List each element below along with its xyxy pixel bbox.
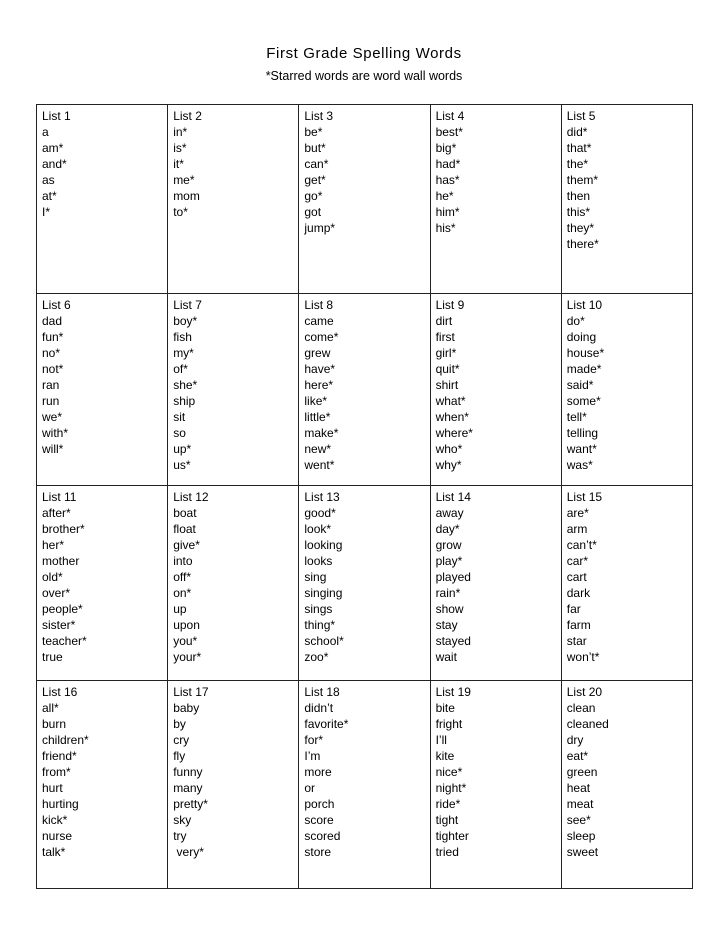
- spelling-list-cell: [299, 294, 430, 486]
- list-title: List 19: [435, 685, 471, 699]
- spelling-word: store: [304, 845, 332, 859]
- spelling-word: see*: [566, 813, 591, 827]
- spelling-word: where*: [435, 426, 473, 440]
- spelling-word: do*: [566, 314, 585, 328]
- spelling-word: mother: [42, 554, 80, 568]
- spelling-word: got: [304, 205, 322, 219]
- spelling-word: be*: [304, 125, 323, 139]
- spelling-word: this*: [566, 205, 591, 219]
- spelling-word: bite: [435, 701, 455, 715]
- spelling-word: made*: [566, 362, 602, 376]
- spelling-word: play*: [435, 554, 463, 568]
- list-title: List 15: [566, 490, 603, 504]
- spelling-list-cell: [561, 105, 692, 294]
- spelling-word: nurse: [42, 829, 73, 843]
- spelling-list-cell: [430, 681, 561, 889]
- spelling-word: teacher*: [42, 634, 87, 648]
- spelling-word: talk*: [42, 845, 66, 859]
- spelling-word: a: [42, 125, 49, 139]
- spelling-word: did*: [566, 125, 588, 139]
- spelling-word: telling: [566, 426, 599, 440]
- list-title: List 4: [435, 109, 465, 123]
- spelling-word: many: [173, 781, 203, 795]
- spelling-word: is*: [173, 141, 187, 155]
- spelling-word: tell*: [566, 410, 587, 424]
- spelling-word: dry: [566, 733, 584, 747]
- spelling-word: I’m: [304, 749, 321, 763]
- spelling-word: had*: [435, 157, 461, 171]
- spelling-word: good*: [304, 506, 336, 520]
- spelling-word: I’ll: [435, 733, 447, 747]
- spelling-word: kite: [435, 749, 455, 763]
- list-title: List 7: [173, 298, 202, 312]
- spelling-word: of*: [173, 362, 188, 376]
- spelling-list-cell: [299, 681, 430, 889]
- spelling-word: thing*: [304, 618, 336, 632]
- spelling-word: and*: [42, 157, 67, 171]
- spelling-word: from*: [42, 765, 71, 779]
- spelling-word: when*: [435, 410, 469, 424]
- spelling-word: float: [173, 522, 196, 536]
- list-title: List 16: [42, 685, 78, 699]
- spelling-word: won’t*: [566, 650, 600, 664]
- spelling-word: children*: [42, 733, 89, 747]
- spelling-word: with*: [42, 426, 69, 440]
- spelling-word: want*: [566, 442, 597, 456]
- spelling-word: have*: [304, 362, 336, 376]
- spelling-word: look*: [304, 522, 332, 536]
- spelling-word: day*: [435, 522, 460, 536]
- spelling-word: boy*: [173, 314, 198, 328]
- table-row: [37, 105, 693, 294]
- spelling-word: tighter: [435, 829, 469, 843]
- spelling-word: ship: [173, 394, 196, 408]
- spelling-list-cell: [430, 486, 561, 681]
- table-row: [37, 486, 693, 681]
- spelling-word: wait: [435, 650, 457, 664]
- spelling-word: far: [566, 602, 581, 616]
- spelling-word: all*: [42, 701, 59, 715]
- spelling-word: give*: [173, 538, 200, 552]
- list-title: List 18: [304, 685, 340, 699]
- spelling-word: pretty*: [173, 797, 208, 811]
- spelling-list-cell: [37, 294, 168, 486]
- list-title: List 9: [435, 298, 465, 312]
- spelling-list-cell: [299, 486, 430, 681]
- spelling-word: as: [42, 173, 55, 187]
- spelling-word: best*: [435, 125, 463, 139]
- spelling-word: over*: [42, 586, 71, 600]
- spelling-word: old*: [42, 570, 63, 584]
- list-title: List 10: [566, 298, 603, 312]
- spelling-word: zoo*: [304, 650, 329, 664]
- spelling-word: into: [173, 554, 193, 568]
- spelling-word: more: [304, 765, 332, 779]
- spelling-word: not*: [42, 362, 64, 376]
- spelling-word: them*: [566, 173, 599, 187]
- spelling-word: favorite*: [304, 717, 349, 731]
- list-title: List 1: [42, 109, 71, 123]
- spelling-word: then: [566, 189, 591, 203]
- spelling-word: rain*: [435, 586, 461, 600]
- spelling-word: to*: [173, 205, 188, 219]
- spelling-list-cell: [168, 681, 299, 889]
- list-title: List 8: [304, 298, 334, 312]
- spelling-word: here*: [304, 378, 334, 392]
- spelling-word: sister*: [42, 618, 76, 632]
- spelling-word: by: [173, 717, 186, 731]
- spelling-list-cell: [299, 105, 430, 294]
- list-title: List 14: [435, 490, 471, 504]
- spelling-word: meat: [566, 797, 594, 811]
- spelling-word: singing: [304, 586, 343, 600]
- spelling-list-cell: [168, 105, 299, 294]
- spelling-word: clean: [566, 701, 596, 715]
- spelling-word: cleaned: [566, 717, 609, 731]
- spelling-word: fish: [173, 330, 192, 344]
- spelling-word: after*: [42, 506, 71, 520]
- spelling-word: like*: [304, 394, 328, 408]
- spelling-word: show: [435, 602, 464, 616]
- spelling-word: go*: [304, 189, 323, 203]
- spelling-word: true: [42, 650, 63, 664]
- spelling-word: eat*: [566, 749, 589, 763]
- spelling-word: funny: [173, 765, 203, 779]
- spelling-word: your*: [173, 650, 202, 664]
- spelling-word: mom: [173, 189, 200, 203]
- spelling-word: car*: [566, 554, 589, 568]
- spelling-word: score: [304, 813, 334, 827]
- page-header: [0, 44, 728, 85]
- spelling-word: jump*: [304, 221, 336, 235]
- spelling-word: cry: [173, 733, 190, 747]
- table-row: [37, 294, 693, 486]
- spelling-word: hurt: [42, 781, 63, 795]
- spelling-list-cell: [561, 681, 692, 889]
- spelling-list-cell: [37, 486, 168, 681]
- spelling-word: grow: [435, 538, 462, 552]
- spelling-word: heat: [566, 781, 591, 795]
- spelling-word: tight: [435, 813, 459, 827]
- spelling-word: grew: [304, 346, 331, 360]
- spelling-word: ride*: [435, 797, 461, 811]
- spelling-word: for*: [304, 733, 324, 747]
- spelling-word: looking: [304, 538, 343, 552]
- spelling-word: upon: [173, 618, 200, 632]
- list-title: List 3: [304, 109, 334, 123]
- spelling-word: ran: [42, 378, 60, 392]
- spelling-word: arm: [566, 522, 588, 536]
- spelling-word: sit: [173, 410, 186, 424]
- spelling-word: went*: [304, 458, 335, 472]
- spelling-word: sing: [304, 570, 327, 584]
- spelling-word: are*: [566, 506, 589, 520]
- spelling-list-cell: [168, 294, 299, 486]
- spelling-word: I*: [42, 205, 51, 219]
- spelling-word: that*: [566, 141, 592, 155]
- spelling-word: fly: [173, 749, 186, 763]
- spelling-word: we*: [42, 410, 63, 424]
- spelling-word: up: [173, 602, 187, 616]
- spelling-word: he*: [435, 189, 454, 203]
- spelling-word: doing: [566, 330, 597, 344]
- spelling-word: run: [42, 394, 60, 408]
- spelling-word: on*: [173, 586, 192, 600]
- spelling-words-table: [36, 104, 693, 889]
- spelling-word: will*: [42, 442, 64, 456]
- spelling-word: his*: [435, 221, 456, 235]
- spelling-word: burn: [42, 717, 67, 731]
- spelling-word: up*: [173, 442, 192, 456]
- spelling-list-cell: [37, 105, 168, 294]
- spelling-word: scored: [304, 829, 341, 843]
- spelling-word: some*: [566, 394, 601, 408]
- spelling-word: little*: [304, 410, 331, 424]
- spelling-word: sleep: [566, 829, 596, 843]
- spelling-word: no*: [42, 346, 61, 360]
- spelling-list-cell: [430, 294, 561, 486]
- spelling-word: didn’t: [304, 701, 334, 715]
- spelling-word: make*: [304, 426, 339, 440]
- spelling-word: or: [304, 781, 316, 795]
- spelling-word: house*: [566, 346, 605, 360]
- spelling-word: dark: [566, 586, 591, 600]
- list-title: List 6: [42, 298, 71, 312]
- list-title: List 5: [566, 109, 596, 123]
- spelling-word: friend*: [42, 749, 77, 763]
- spelling-word: dad: [42, 314, 63, 328]
- spelling-word: big*: [435, 141, 457, 155]
- list-title: List 17: [173, 685, 209, 699]
- list-title: List 2: [173, 109, 202, 123]
- spelling-word: the*: [566, 157, 589, 171]
- spelling-word: new*: [304, 442, 332, 456]
- spelling-word: said*: [566, 378, 594, 392]
- spelling-word: him*: [435, 205, 460, 219]
- list-title: List 12: [173, 490, 209, 504]
- spelling-word: she*: [173, 378, 198, 392]
- spelling-word: try: [173, 829, 187, 843]
- spelling-word: green: [566, 765, 598, 779]
- spelling-word: what*: [435, 394, 466, 408]
- spelling-word: school*: [304, 634, 344, 648]
- spelling-word: can*: [304, 157, 329, 171]
- spelling-word: at*: [42, 189, 57, 203]
- spelling-word: off*: [173, 570, 191, 584]
- list-title: List 11: [42, 490, 77, 504]
- spelling-list-cell: [561, 486, 692, 681]
- spelling-word: very*: [173, 845, 204, 859]
- table-row: [37, 681, 693, 889]
- spelling-word: stay: [435, 618, 458, 632]
- spelling-word: away: [435, 506, 464, 520]
- spelling-word: you*: [173, 634, 198, 648]
- page-title: First Grade Spelling Words: [266, 45, 462, 62]
- spelling-word: shirt: [435, 378, 459, 392]
- spelling-word: looks: [304, 554, 333, 568]
- spelling-word: fright: [435, 717, 463, 731]
- spelling-word: kick*: [42, 813, 68, 827]
- spelling-word: porch: [304, 797, 335, 811]
- spelling-word: her*: [42, 538, 65, 552]
- spelling-word: farm: [566, 618, 591, 632]
- spelling-word: stayed: [435, 634, 471, 648]
- spelling-word: people*: [42, 602, 83, 616]
- spelling-word: there*: [566, 237, 599, 251]
- spelling-word: in*: [173, 125, 188, 139]
- spelling-word: first: [435, 330, 455, 344]
- spelling-word: sky: [173, 813, 192, 827]
- spelling-word: night*: [435, 781, 467, 795]
- spelling-word: why*: [435, 458, 462, 472]
- list-title: List 13: [304, 490, 340, 504]
- spelling-word: me*: [173, 173, 195, 187]
- spelling-word: baby: [173, 701, 200, 715]
- spelling-word: hurting: [42, 797, 79, 811]
- spelling-word: get*: [304, 173, 326, 187]
- spelling-word: am*: [42, 141, 64, 155]
- spelling-word: nice*: [435, 765, 463, 779]
- spelling-word: came: [304, 314, 334, 328]
- spelling-word: sweet: [566, 845, 599, 859]
- spelling-word: my*: [173, 346, 194, 360]
- spelling-list-cell: [37, 681, 168, 889]
- spelling-word: can’t*: [566, 538, 597, 552]
- list-title: List 20: [566, 685, 603, 699]
- spelling-word: played: [435, 570, 471, 584]
- spelling-word: fun*: [42, 330, 64, 344]
- spelling-word: who*: [435, 442, 463, 456]
- page-subtitle: *Starred words are word wall words: [265, 69, 463, 83]
- spelling-word: was*: [566, 458, 593, 472]
- spelling-word: girl*: [435, 346, 457, 360]
- spelling-word: cart: [566, 570, 587, 584]
- spelling-word: it*: [173, 157, 184, 171]
- spelling-list-cell: [168, 486, 299, 681]
- spelling-word: tried: [435, 845, 459, 859]
- spelling-word: dirt: [435, 314, 453, 328]
- spelling-list-cell: [430, 105, 561, 294]
- spelling-word: sings: [304, 602, 333, 616]
- spelling-word: they*: [566, 221, 595, 235]
- spelling-list-cell: [561, 294, 692, 486]
- spelling-word: boat: [173, 506, 197, 520]
- spelling-word: but*: [304, 141, 326, 155]
- spelling-word: has*: [435, 173, 460, 187]
- spelling-word: us*: [173, 458, 191, 472]
- spelling-word: star: [566, 634, 587, 648]
- table-body: [37, 105, 693, 889]
- spelling-word: so: [173, 426, 186, 440]
- spelling-word: quit*: [435, 362, 460, 376]
- spelling-word: brother*: [42, 522, 85, 536]
- spelling-word: come*: [304, 330, 339, 344]
